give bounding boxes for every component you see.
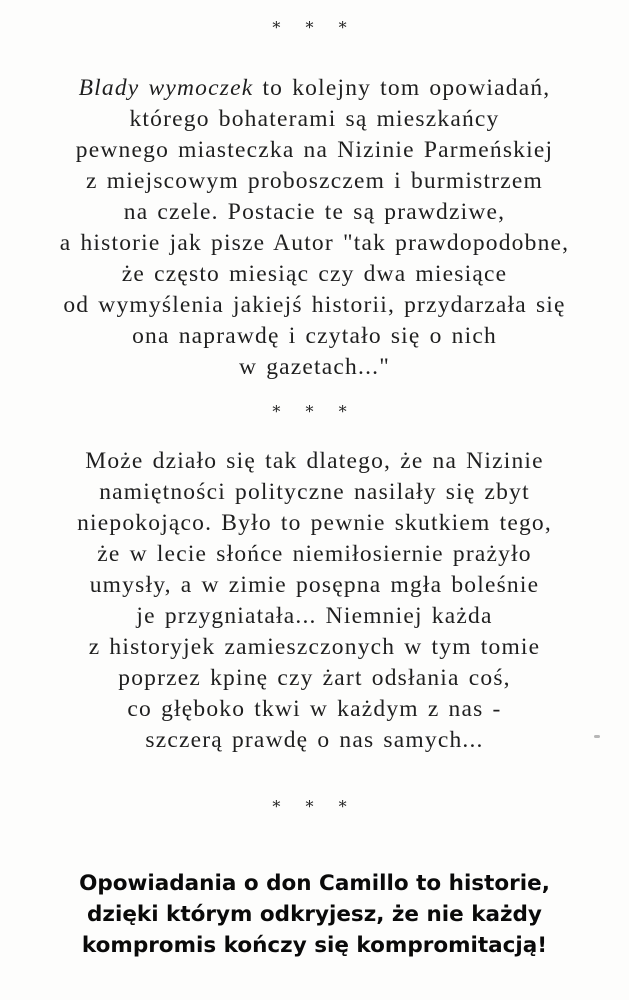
tagline-line: kompromis kończy się kompromitacją!: [81, 933, 548, 958]
paragraph-line: z historyjek zamieszczonych w tym tomie: [88, 634, 541, 660]
paragraph-line: ona naprawdę i czytało się o nich: [132, 323, 497, 349]
tagline-line: dzięki którym odkryjesz, że nie każdy: [87, 902, 542, 927]
paragraph-line: z miejscowym proboszczem i burmistrzem: [86, 168, 543, 194]
description-paragraph-2: [0, 446, 629, 756]
separator-top: * * *: [272, 18, 357, 37]
paragraph-line: w gazetach...": [238, 354, 391, 380]
tagline-line: Opowiadania o don Camillo to historie,: [79, 871, 550, 896]
tagline: [0, 868, 629, 961]
paragraph-line: od wymyślenia jakiejś historii, przydarzała się: [63, 292, 566, 318]
paragraph-line: szczerą prawdę o nas samych...: [145, 727, 484, 753]
paragraph-line: pewnego miasteczka na Nizinie Parmeńskiej: [75, 137, 554, 163]
paragraph-line: [0, 73, 629, 104]
paragraph-line: poprzez kpinę czy żart odsłania coś,: [118, 665, 511, 691]
separator-middle: * * *: [272, 402, 357, 421]
paragraph-line: że w lecie słońce niemiłosiernie prażyło: [97, 541, 532, 567]
paragraph-line: którego bohaterami są mieszkańcy: [129, 106, 500, 132]
print-speck: [594, 735, 600, 738]
paragraph-line: niepokojąco. Było to pewnie skutkiem tego,: [77, 510, 552, 536]
paragraph-line: je przygniatała... Niemniej każda: [136, 603, 493, 629]
paragraph-line: umysły, a w zimie posępna mgła boleśnie: [89, 572, 540, 598]
paragraph-line: co głęboko tkwi w każdym z nas -: [127, 696, 502, 722]
paragraph-line: a historie jak pisze Autor "tak prawdopodobne,: [59, 230, 570, 256]
paragraph-line: na czele. Postacie te są prawdziwe,: [123, 199, 506, 225]
separator-bottom: * * *: [272, 797, 357, 816]
paragraph-line: Może działo się tak dlatego, że na Nizinie: [85, 448, 544, 474]
paragraph-line-text: to kolejny tom opowiadań,: [253, 75, 551, 101]
book-title: Blady wymoczek: [78, 75, 254, 101]
description-paragraph-1: [0, 73, 629, 383]
paragraph-line: że często miesiąc czy dwa miesiące: [121, 261, 508, 287]
paragraph-line: namiętności polityczne nasilały się zbyt: [99, 479, 530, 505]
